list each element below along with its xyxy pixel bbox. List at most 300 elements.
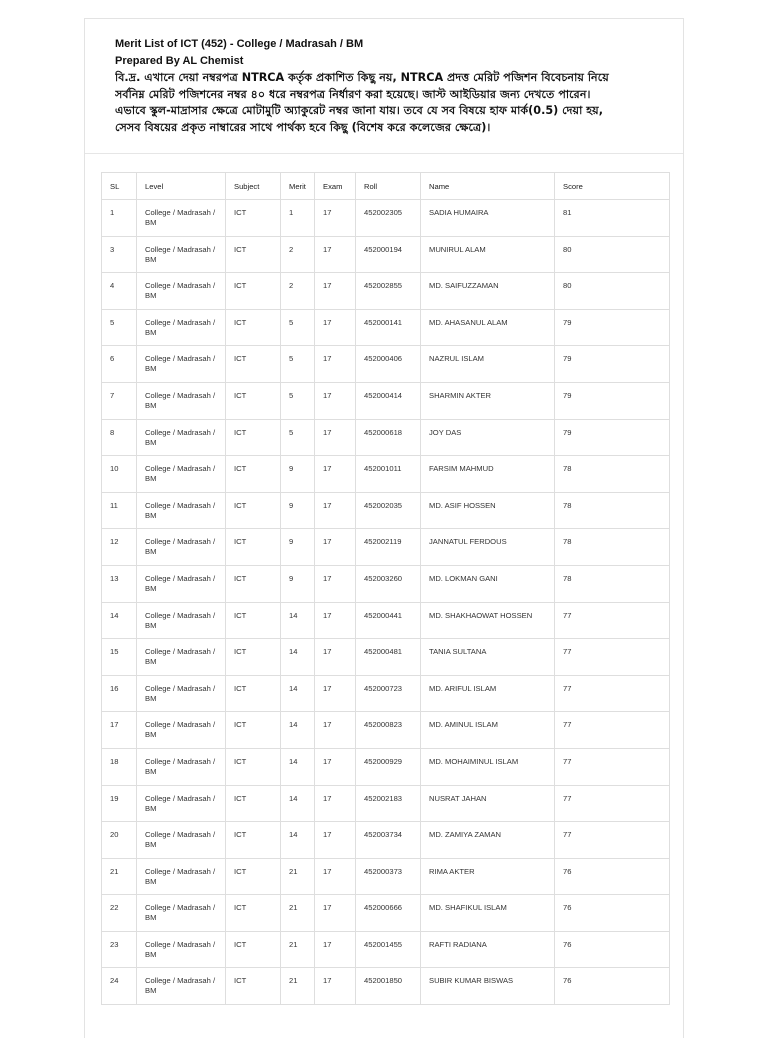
table-row [102,822,670,859]
cell-roll-text: 452001455 [364,939,403,949]
cell-exam-text: 17 [323,390,332,400]
cell-roll [356,748,421,785]
cell-roll [356,273,421,310]
table-row [102,200,670,237]
cell-subject-text: ICT [234,281,247,291]
cell-name-text: JOY DAS [429,427,462,437]
cell-sl-text: 18 [110,756,119,766]
cell-exam [315,419,356,456]
cell-name [421,858,555,895]
cell-exam-text: 17 [323,208,332,217]
table-row [102,346,670,383]
column-header-subject: Subject [226,173,281,200]
cell-sl-text: 16 [110,683,119,693]
cell-level-text: College / Madrasah / BM [145,903,216,923]
cell-merit-text: 14 [289,830,298,840]
cell-level [137,309,226,346]
cell-roll [356,346,421,383]
cell-roll [356,712,421,749]
cell-score [555,602,670,639]
cell-subject-text: ICT [234,903,247,913]
cell-subject-text: ICT [234,756,247,766]
cell-sl [102,419,137,456]
cell-roll [356,309,421,346]
cell-level-text: College / Madrasah / BM [145,281,216,301]
cell-subject-text: ICT [234,610,247,620]
cell-level-text: College / Madrasah / BM [145,939,216,959]
cell-level-text: College / Madrasah / BM [145,793,216,813]
cell-level [137,822,226,859]
cell-exam-text: 17 [323,427,332,437]
cell-name [421,785,555,822]
cell-merit [281,456,315,493]
cell-sl [102,785,137,822]
cell-exam [315,456,356,493]
cell-roll [356,456,421,493]
cell-exam-text: 17 [323,647,332,657]
cell-sl-text: 3 [110,244,115,254]
cell-roll [356,675,421,712]
table-row [102,565,670,602]
table-row [102,785,670,822]
cell-merit-text: 1 [289,208,294,217]
cell-roll-text: 452003734 [364,830,403,840]
cell-subject [226,346,281,383]
cell-subject-text: ICT [234,464,247,474]
cell-score-text: 76 [563,939,572,949]
cell-exam-text: 17 [323,903,332,913]
cell-subject [226,602,281,639]
cell-score-text: 81 [563,208,572,217]
cell-subject-text: ICT [234,500,247,510]
cell-name [421,382,555,419]
cell-roll-text: 452001850 [364,976,403,986]
cell-level [137,200,226,237]
cell-sl-text: 14 [110,610,119,620]
cell-name-text: SUBIR KUMAR BISWAS [429,976,514,986]
cell-name-text: MD. MOHAIMINUL ISLAM [429,756,519,766]
cell-score [555,309,670,346]
cell-name-text: MD. AMINUL ISLAM [429,720,498,730]
cell-name [421,748,555,785]
cell-roll [356,822,421,859]
cell-roll [356,895,421,932]
cell-merit [281,822,315,859]
cell-name [421,273,555,310]
table-row [102,968,670,1005]
column-header-exam: Exam [315,173,356,200]
cell-score [555,639,670,676]
cell-merit [281,675,315,712]
cell-name [421,822,555,859]
cell-score-text: 77 [563,720,572,730]
cell-subject-text: ICT [234,354,247,364]
cell-name [421,968,555,1005]
cell-name [421,712,555,749]
cell-exam [315,748,356,785]
cell-score [555,273,670,310]
cell-level [137,639,226,676]
cell-level [137,565,226,602]
table-row [102,675,670,712]
note-line: এভাবে স্কুল-মাদ্রাসার ক্ষেত্রে মোটামুটি অ্যাকুরেট নম্বর জানা যায়। তবে যে সব বিষয়ে হাফ মার্ক(0.5) দেয়া হয়, [115,104,603,118]
cell-roll-text: 452000373 [364,866,403,876]
cell-merit-text: 21 [289,866,298,876]
cell-name-text: MD. ASIF HOSSEN [429,500,496,510]
cell-subject [226,529,281,566]
cell-subject [226,382,281,419]
cell-merit [281,565,315,602]
cell-sl-text: 22 [110,903,119,913]
cell-roll [356,565,421,602]
cell-exam [315,785,356,822]
cell-level [137,712,226,749]
cell-sl-text: 23 [110,939,119,949]
cell-score [555,382,670,419]
cell-score [555,748,670,785]
cell-subject [226,456,281,493]
cell-score [555,858,670,895]
cell-merit [281,931,315,968]
cell-name [421,895,555,932]
cell-subject [226,309,281,346]
cell-exam [315,346,356,383]
cell-subject-text: ICT [234,317,247,327]
cell-name [421,456,555,493]
cell-score-text: 79 [563,427,572,437]
cell-sl-text: 19 [110,793,119,803]
cell-sl [102,639,137,676]
cell-subject-text: ICT [234,647,247,657]
column-header-name: Name [421,173,555,200]
cell-subject-text: ICT [234,244,247,254]
cell-merit-text: 5 [289,390,294,400]
table-row [102,748,670,785]
cell-merit [281,785,315,822]
cell-subject [226,675,281,712]
cell-level-text: College / Madrasah / BM [145,976,216,996]
document-page [84,18,684,1038]
cell-exam-text: 17 [323,354,332,364]
cell-subject-text: ICT [234,683,247,693]
cell-roll-text: 452000723 [364,683,403,693]
cell-merit-text: 21 [289,939,298,949]
cell-exam-text: 17 [323,756,332,766]
cell-roll-text: 452000406 [364,354,403,364]
cell-merit [281,858,315,895]
cell-exam [315,529,356,566]
cell-subject-text: ICT [234,390,247,400]
cell-name [421,309,555,346]
cell-score-text: 79 [563,390,572,400]
table-row [102,639,670,676]
cell-sl [102,529,137,566]
cell-roll [356,639,421,676]
cell-merit-text: 9 [289,573,294,583]
cell-score [555,822,670,859]
cell-score [555,675,670,712]
cell-level-text: College / Madrasah / BM [145,464,216,484]
cell-level-text: College / Madrasah / BM [145,756,216,776]
cell-exam-text: 17 [323,610,332,620]
cell-merit [281,382,315,419]
cell-score-text: 80 [563,281,572,291]
cell-merit-text: 14 [289,610,298,620]
cell-exam [315,895,356,932]
cell-score-text: 78 [563,464,572,474]
table-row [102,712,670,749]
cell-level-text: College / Madrasah / BM [145,610,216,630]
cell-subject-text: ICT [234,793,247,803]
cell-subject [226,565,281,602]
cell-level [137,968,226,1005]
cell-subject-text: ICT [234,427,247,437]
cell-sl-text: 8 [110,427,115,437]
cell-score-text: 77 [563,830,572,840]
cell-name-text: MUNIRUL ALAM [429,244,486,254]
cell-name-text: MD. LOKMAN GANI [429,573,498,583]
cell-roll-text: 452000481 [364,647,403,657]
cell-level [137,931,226,968]
cell-subject [226,895,281,932]
cell-score-text: 78 [563,500,572,510]
table-row [102,419,670,456]
cell-merit [281,236,315,273]
cell-score [555,346,670,383]
cell-sl [102,456,137,493]
cell-roll-text: 452001011 [364,464,402,474]
cell-sl [102,273,137,310]
cell-name-text: MD. ZAMIYA ZAMAN [429,830,502,840]
cell-level-text: College / Madrasah / BM [145,537,216,557]
cell-score [555,200,670,237]
cell-roll-text: 452000441 [364,610,403,620]
cell-level [137,273,226,310]
cell-sl [102,895,137,932]
cell-merit [281,309,315,346]
cell-score-text: 77 [563,610,572,620]
cell-name [421,675,555,712]
table-row [102,309,670,346]
cell-merit [281,273,315,310]
cell-merit-text: 14 [289,647,298,657]
cell-merit-text: 5 [289,427,294,437]
cell-score [555,968,670,1005]
cell-score [555,456,670,493]
cell-roll [356,419,421,456]
cell-subject-text: ICT [234,573,247,583]
cell-sl [102,309,137,346]
cell-roll [356,931,421,968]
cell-score [555,236,670,273]
cell-subject-text: ICT [234,208,247,217]
cell-level [137,492,226,529]
cell-exam-text: 17 [323,317,332,327]
cell-level-text: College / Madrasah / BM [145,683,216,703]
cell-roll-text: 452000929 [364,756,403,766]
cell-name-text: RAFTI RADIANA [429,939,487,949]
cell-exam [315,712,356,749]
cell-score [555,712,670,749]
cell-score-text: 76 [563,976,572,986]
cell-subject [226,858,281,895]
table-header-row [102,173,670,200]
cell-level-text: College / Madrasah / BM [145,427,216,447]
cell-level [137,456,226,493]
cell-merit-text: 14 [289,683,298,693]
cell-exam [315,236,356,273]
cell-score-text: 77 [563,647,572,657]
cell-exam [315,858,356,895]
cell-score [555,419,670,456]
page-title: Merit List of ICT (452) - College / Madrasah / BM [115,38,364,50]
cell-exam-text: 17 [323,464,332,474]
column-header-roll: Roll [356,173,421,200]
cell-roll-text: 452000141 [364,317,403,327]
cell-sl [102,675,137,712]
cell-roll-text: 452003260 [364,573,403,583]
cell-merit [281,895,315,932]
cell-level-text: College / Madrasah / BM [145,720,216,740]
cell-name-text: MD. ARIFUL ISLAM [429,683,497,693]
cell-merit [281,968,315,1005]
cell-exam-text: 17 [323,939,332,949]
cell-sl [102,602,137,639]
cell-exam [315,822,356,859]
cell-sl-text: 11 [110,500,118,510]
cell-exam-text: 17 [323,720,332,730]
cell-merit-text: 14 [289,756,298,766]
cell-sl [102,492,137,529]
cell-subject-text: ICT [234,537,247,547]
cell-exam-text: 17 [323,793,332,803]
table-row [102,602,670,639]
cell-level [137,236,226,273]
cell-score-text: 76 [563,866,572,876]
cell-name-text: TANIA SULTANA [429,647,487,657]
cell-level-text: College / Madrasah / BM [145,500,216,520]
cell-subject [226,492,281,529]
table-body [102,200,670,1005]
cell-roll [356,200,421,237]
cell-name [421,200,555,237]
cell-sl [102,968,137,1005]
column-header-score: Score [555,173,670,200]
cell-merit-text: 21 [289,976,298,986]
cell-level [137,858,226,895]
cell-sl-text: 21 [110,866,119,876]
cell-merit [281,712,315,749]
cell-level-text: College / Madrasah / BM [145,317,216,337]
table-row [102,456,670,493]
cell-exam [315,382,356,419]
cell-sl [102,858,137,895]
cell-sl-text: 1 [110,208,115,217]
cell-subject [226,200,281,237]
cell-roll [356,858,421,895]
cell-level-text: College / Madrasah / BM [145,573,216,593]
cell-level-text: College / Madrasah / BM [145,647,216,667]
cell-exam [315,931,356,968]
cell-merit [281,200,315,237]
cell-exam [315,492,356,529]
page-subtitle: Prepared By AL Chemist [115,55,244,67]
cell-roll-text: 452000618 [364,427,403,437]
cell-merit [281,602,315,639]
cell-exam [315,200,356,237]
cell-exam [315,968,356,1005]
cell-subject [226,931,281,968]
cell-name-text: MD. SHAFIKUL ISLAM [429,903,507,913]
cell-sl [102,931,137,968]
cell-sl-text: 17 [110,720,119,730]
cell-merit-text: 5 [289,317,294,327]
cell-roll-text: 452002183 [364,793,403,803]
cell-exam-text: 17 [323,976,332,986]
column-header-merit: Merit [281,173,315,200]
cell-name-text: SADIA HUMAIRA [429,208,489,217]
cell-score-text: 77 [563,793,572,803]
cell-merit-text: 2 [289,244,294,254]
cell-level-text: College / Madrasah / BM [145,866,216,886]
document-header [85,19,683,154]
note-line: সর্বনিম্ন মেরিট পজিশনের নম্বর ৪০ ধরে নম্বরপত্র নির্ধারণ করা হয়েছে। জাস্ট আইডিয়ার জন্য দেখতে পারেন। [115,87,591,101]
cell-subject [226,712,281,749]
cell-name [421,236,555,273]
cell-level-text: College / Madrasah / BM [145,390,216,410]
cell-sl [102,382,137,419]
cell-roll-text: 452002305 [364,208,403,217]
cell-subject [226,822,281,859]
cell-level-text: College / Madrasah / BM [145,208,216,227]
cell-score [555,492,670,529]
cell-level [137,895,226,932]
cell-name [421,529,555,566]
cell-merit-text: 14 [289,720,298,730]
cell-name-text: MD. SAIFUZZAMAN [429,281,499,291]
cell-subject-text: ICT [234,830,247,840]
cell-exam-text: 17 [323,500,332,510]
table-row [102,529,670,566]
cell-exam-text: 17 [323,866,332,876]
cell-merit [281,639,315,676]
cell-roll-text: 452002855 [364,281,403,291]
merit-table [101,172,670,1005]
cell-merit-text: 9 [289,500,294,510]
cell-level-text: College / Madrasah / BM [145,354,216,374]
cell-name-text: MD. AHASANUL ALAM [429,317,508,327]
cell-exam-text: 17 [323,244,332,254]
cell-name [421,492,555,529]
cell-merit-text: 9 [289,464,294,474]
cell-merit [281,419,315,456]
cell-merit [281,346,315,383]
cell-subject [226,419,281,456]
cell-merit-text: 5 [289,354,294,364]
table-row [102,236,670,273]
cell-subject-text: ICT [234,976,247,986]
cell-subject [226,236,281,273]
table-row [102,382,670,419]
cell-name [421,346,555,383]
cell-merit-text: 14 [289,793,298,803]
cell-level [137,382,226,419]
cell-score-text: 78 [563,537,572,547]
cell-level [137,675,226,712]
cell-roll [356,492,421,529]
cell-level-text: College / Madrasah / BM [145,830,216,850]
cell-sl-text: 6 [110,354,115,364]
